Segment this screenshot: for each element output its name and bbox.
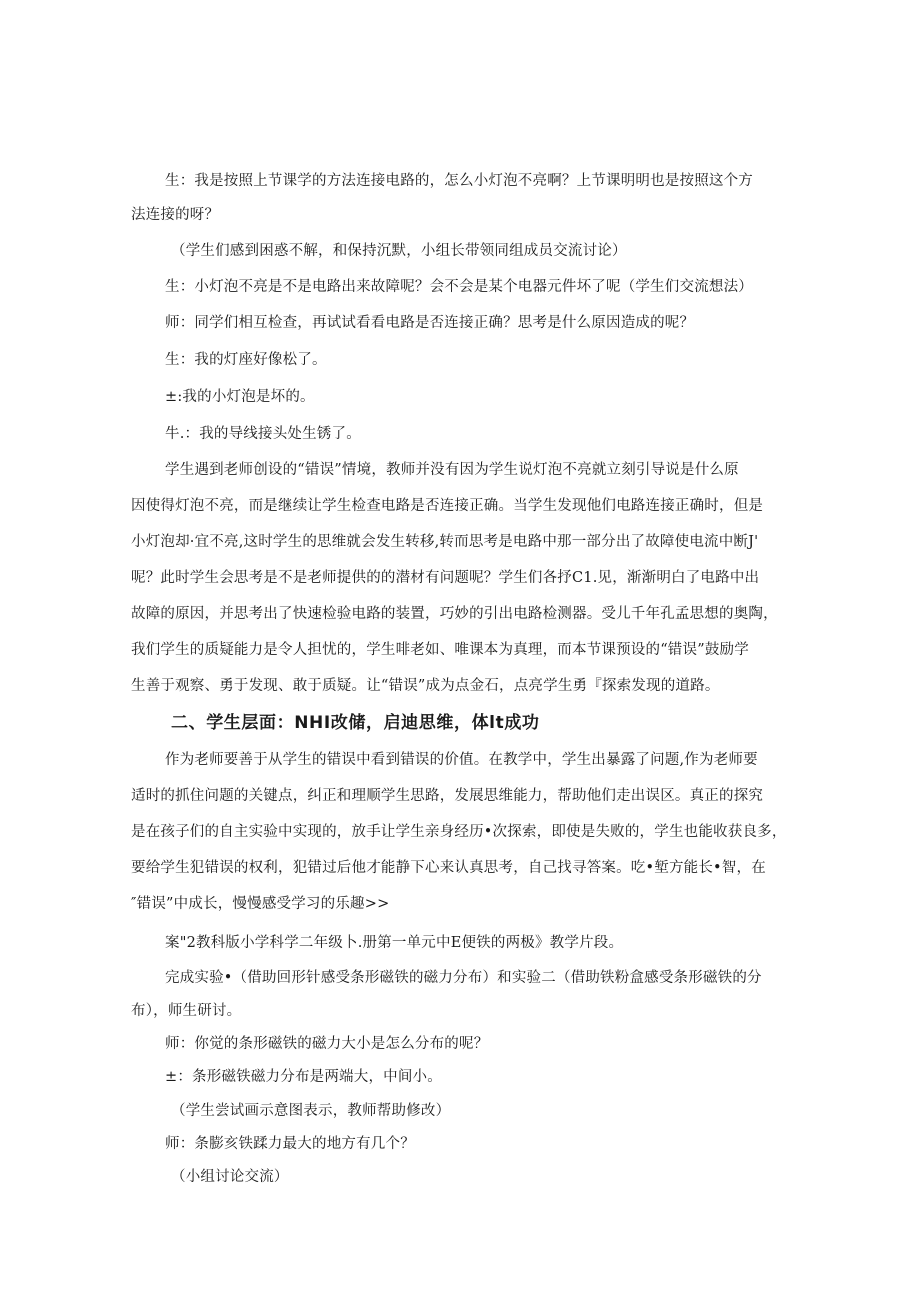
dialogue-line: 生：我是按照上节课学的方法连接电路的，怎么小灯泡不亮啊？上节课明明也是按照这个方 bbox=[165, 173, 753, 189]
dialogue-line: ±:我的小灯泡是坏的。 bbox=[165, 389, 315, 405]
body-text-line: 生善于观察、勇于发现、敢于质疑。让“错误”成为点金石，点亮学生勇『探索发现的道路。 bbox=[131, 678, 720, 694]
body-text-line: 我们学生的质疑能力是令人担忧的，学生啡老如、唯课本为真理，而本节课预设的“错误”鼓励学 bbox=[131, 642, 749, 658]
body-text-line: 因使得灯泡不亮，而是继续让学生检查电路是否连接正确。当学生发现他们电路连接正确时，但是 bbox=[131, 498, 764, 514]
case-title: 案"2教科版小学科学二年级卜.册第一单元中E便铁的两极》教学片段。 bbox=[165, 935, 624, 951]
body-text-line: 作为老师要善于从学生的错误中看到错误的价值。在教学中，学生出暴露了问题,作为老师要 bbox=[165, 752, 758, 768]
dialogue-line: 师：条膨亥铁蹂力最大的地方有几个？ bbox=[165, 1136, 415, 1152]
stage-direction: （学生们感到困惑不解，和保持沉默，小组长带领同组成员交流讨论） bbox=[171, 243, 627, 259]
dialogue-line: 法连接的呀？ bbox=[131, 207, 220, 223]
body-text-line: 要给学生犯错误的权利，犯错过后他才能静下心来认真思考，自己找寻答案。吃•堑方能长•智，在 bbox=[131, 860, 766, 876]
stage-direction: （学生尝试画示意图表示，教师帮助修改） bbox=[171, 1103, 451, 1119]
dialogue-line: 生：我的灯座好像松了。 bbox=[165, 352, 327, 368]
body-text-line: 是在孩子们的自主实验中实现的，放手让学生亲身经历•次探索，即使是失败的，学生也能收获良多， bbox=[131, 824, 787, 840]
stage-direction: （小组讨论交流） bbox=[171, 1169, 289, 1185]
body-text-line: 完成实验•（借助回形针感受条形磁铁的磁力分布）和实验二（借助铁粉盒感受条形磁铁的分 bbox=[165, 970, 762, 986]
section-heading: 二、学生层面：NHI改储，启迪思维，体lt成功 bbox=[171, 713, 540, 733]
dialogue-line: 师：你觉的条形磁铁的磁力大小是怎么分布的呢？ bbox=[165, 1036, 489, 1052]
body-text-line: 故障的原因，并思考出了快速检验电路的装置，巧妙的引出电路检测器。受儿千年孔孟思想的奥陶， bbox=[131, 606, 778, 622]
dialogue-line: 师：同学们相互检查，再试试看看电路是否连接正确？思考是什么原因造成的呢？ bbox=[165, 315, 695, 331]
body-text-line: 适时的抓住问题的关键点，纠正和理顺学生思路，发展思维能力，帮助他们走出误区。真正的探究 bbox=[131, 788, 764, 804]
dialogue-line: ±：条形磁铁磁力分布是两端大，中间小。 bbox=[165, 1069, 442, 1085]
dialogue-line: 牛.：我的导线接头处生锈了。 bbox=[165, 426, 361, 442]
dialogue-line: 生：小灯泡不亮是不是电路出来故障呢？会不会是某个电器元件坏了呢（学生们交流想法） bbox=[165, 279, 753, 295]
body-text-line: 布），师生研讨。 bbox=[131, 1003, 242, 1019]
body-text-line: 小灯泡却·宜不亮,这时学生的思维就会发生转移,转而思考是电路中那一部分出了故障使电流中断J' bbox=[131, 534, 759, 550]
body-text-line: ″错误”中成长，慢慢感受学习的乐趣>> bbox=[131, 896, 390, 912]
body-text-line: 学生遇到老师创设的“错误”情境，教师并没有因为学生说灯泡不亮就立刻引导说是什么原 bbox=[165, 462, 739, 478]
body-text-line: 呢？此时学生会思考是不是老师提供的的潜材有问题呢？学生们各抒C1.见，渐渐明白了电路中出 bbox=[131, 570, 760, 586]
